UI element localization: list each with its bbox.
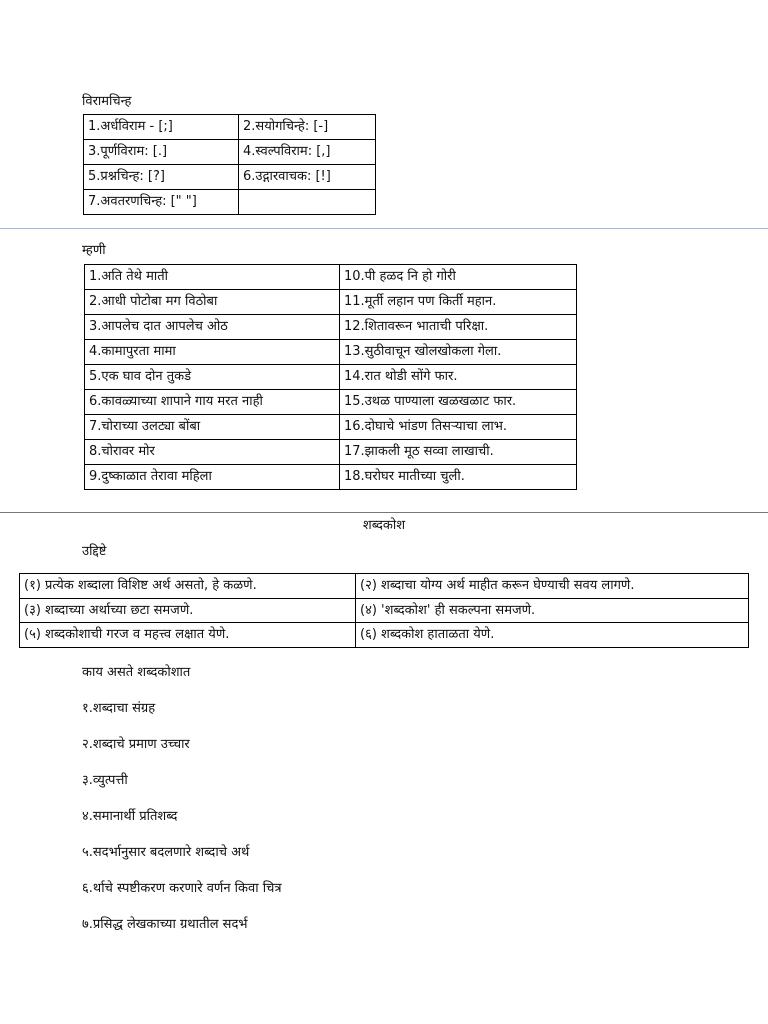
table-cell: (४) 'शब्दकोश' ही सकल्पना समजणे. <box>356 599 749 623</box>
table-cell: 11.मूर्ती लहान पण किर्ती महान. <box>340 290 577 315</box>
table-row <box>84 190 376 215</box>
table-cell: 16.दोघाचे भांडण तिसऱ्याचा लाभ. <box>340 415 577 440</box>
table-row <box>85 265 577 290</box>
table-cell: 7.अवतरणचिन्ह: [" "] <box>84 190 239 215</box>
table-cell: 12.शितावरून भाताची परिक्षा. <box>340 315 577 340</box>
table-cell: (५) शब्दकोशाची गरज व महत्त्व लक्षात येणे. <box>20 623 356 648</box>
table-cell: 8.चोरावर मोर <box>85 440 340 465</box>
table-row <box>84 165 376 190</box>
table-cell: 9.दुष्काळात तेरावा महिला <box>85 465 340 490</box>
page-divider <box>0 512 768 513</box>
table-row <box>20 574 749 599</box>
list-item: ३.व्युत्पत्ती <box>82 773 128 788</box>
table-row <box>20 599 749 623</box>
list-item: २.शब्दाचे प्रमाण उच्चार <box>82 737 190 752</box>
table-row <box>84 140 376 165</box>
table-cell: 15.उथळ पाण्याला खळखळाट फार. <box>340 390 577 415</box>
table-cell: 18.घरोघर मातीच्या चुली. <box>340 465 577 490</box>
table-cell <box>239 190 376 215</box>
table-row <box>85 465 577 490</box>
table-cell: (१) प्रत्येक शब्दाला विशिष्ट अर्थ असतो, हे कळणे. <box>20 574 356 599</box>
table-cell: 17.झाकली मूठ सव्वा लाखाची. <box>340 440 577 465</box>
table-row <box>85 315 577 340</box>
list-item: ५.सदर्भानुसार बदलणारे शब्दाचे अर्थ <box>82 845 250 860</box>
uddishte-table <box>19 573 749 648</box>
table-cell: 2.आधी पोटोबा मग विठोबा <box>85 290 340 315</box>
viram-table <box>83 114 376 215</box>
table-cell: 5.एक घाव दोन तुकडे <box>85 365 340 390</box>
table-row <box>84 115 376 140</box>
table-row <box>85 440 577 465</box>
viram-heading: विरामचिन्ह <box>82 94 132 109</box>
table-cell: (६) शब्दकोश हाताळता येणे. <box>356 623 749 648</box>
table-cell: (२) शब्दाचा योग्य अर्थ माहीत करून घेण्याची सवय लागणे. <box>356 574 749 599</box>
table-cell: (३) शब्दाच्या अर्थाच्या छटा समजणे. <box>20 599 356 623</box>
table-row <box>85 365 577 390</box>
table-cell: 7.चोराच्या उलट्या बोंबा <box>85 415 340 440</box>
table-cell: 10.पी हळद नि हो गोरी <box>340 265 577 290</box>
list-item: ४.समानार्थी प्रतिशब्द <box>82 809 178 824</box>
shabdkosh-title: शब्दकोश <box>362 518 406 533</box>
table-row <box>85 290 577 315</box>
mhani-heading: म्हणी <box>82 243 106 258</box>
table-cell: 1.अर्धविराम - [;] <box>84 115 239 140</box>
table-cell: 4.स्वल्पविराम: [,] <box>239 140 376 165</box>
table-cell: 3.आपलेच दात आपलेच ओठ <box>85 315 340 340</box>
table-row <box>85 415 577 440</box>
table-cell: 2.सयोगचिन्हे: [-] <box>239 115 376 140</box>
table-cell: 14.रात थोडी सोंगे फार. <box>340 365 577 390</box>
table-cell: 6.उद्गारवाचक: [!] <box>239 165 376 190</box>
list-item: १.शब्दाचा संग्रह <box>82 701 156 716</box>
table-cell: 6.कावळ्याच्या शापाने गाय मरत नाही <box>85 390 340 415</box>
table-row <box>20 623 749 648</box>
table-cell: 13.सुठीवाचून खोलखोकला गेला. <box>340 340 577 365</box>
table-row <box>85 340 577 365</box>
table-cell: 5.प्रश्नचिन्ह: [?] <box>84 165 239 190</box>
kay-heading: काय असते शब्दकोशात <box>82 665 191 680</box>
list-item: ७.प्रसिद्ध लेखकाच्या ग्रथातील सदर्भ <box>82 917 248 932</box>
table-row <box>85 390 577 415</box>
list-item: ६.र्थाचे स्पष्टीकरण करणारे वर्णन किवा चित्र <box>82 881 282 896</box>
table-cell: 1.अति तेथे माती <box>85 265 340 290</box>
table-cell: 4.कामापुरता मामा <box>85 340 340 365</box>
mhani-table <box>84 264 577 490</box>
table-cell: 3.पूर्णविराम: [.] <box>84 140 239 165</box>
uddishte-heading: उद्दिष्टे <box>82 544 107 559</box>
page-divider <box>0 228 768 229</box>
